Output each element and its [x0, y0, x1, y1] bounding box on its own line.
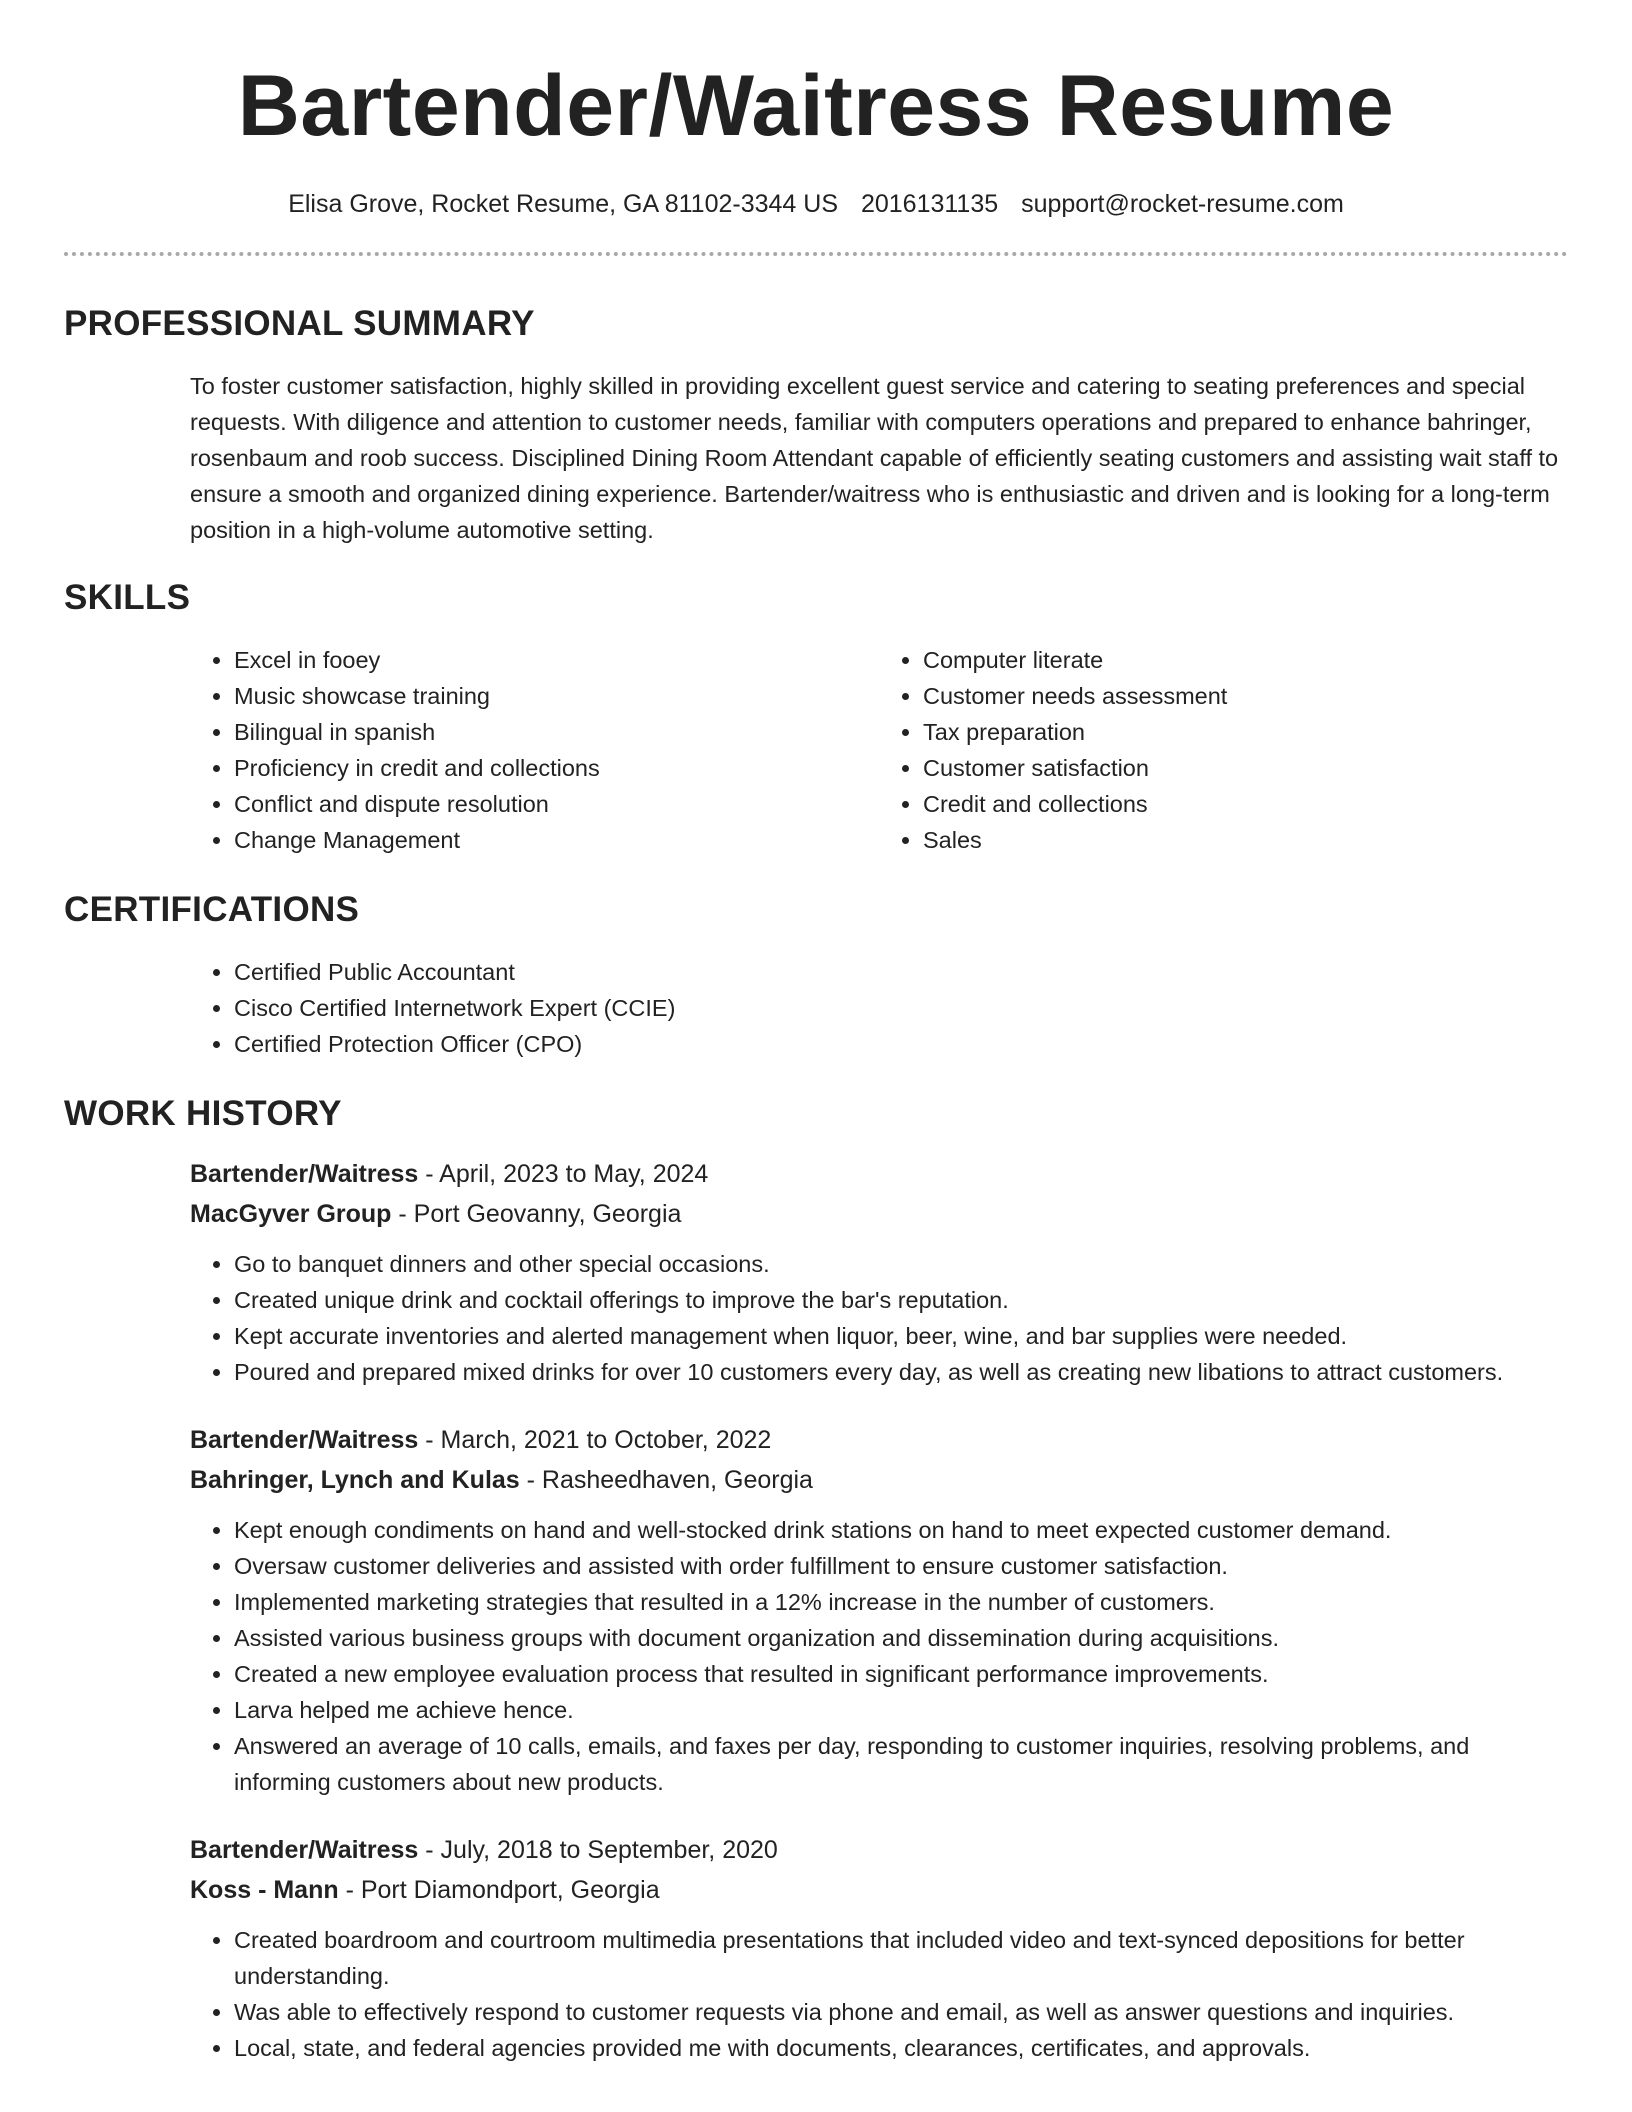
work-history-heading: WORK HISTORY [64, 1094, 342, 1133]
skill-item: • Bilingual in spanish [234, 714, 879, 750]
job-entry [190, 1830, 1568, 2066]
job-duty: • Created unique drink and cocktail offerings to improve the bar's reputation. [234, 1282, 1568, 1318]
certifications-section [64, 888, 1568, 1062]
job-title: Bartender/Waitress [190, 1426, 419, 1454]
job-company: MacGyver Group [190, 1200, 392, 1228]
skill-item: • Tax preparation [923, 714, 1568, 750]
contact-phone: 2016131135 [860, 190, 999, 218]
job-company-line [190, 1194, 1568, 1234]
job-company: Bahringer, Lynch and Kulas [190, 1466, 520, 1494]
contact-email: support@rocket-resume.com [1021, 190, 1344, 218]
job-entry [190, 1420, 1568, 1800]
job-location: - Rasheedhaven, Georgia [519, 1466, 813, 1494]
job-duty: • Assisted various business groups with document organization and dissemination during acquisitions. [234, 1620, 1568, 1656]
job-duty: • Oversaw customer deliveries and assisted with order fulfillment to ensure customer satisfaction. [234, 1548, 1568, 1584]
job-dates: - April, 2023 to May, 2024 [418, 1160, 709, 1188]
job-company-line [190, 1460, 1568, 1500]
job-duty: • Implemented marketing strategies that resulted in a 12% increase in the number of customers. [234, 1584, 1568, 1620]
certifications-body [190, 954, 1568, 1062]
job-dates: - July, 2018 to September, 2020 [418, 1836, 778, 1864]
resume-title: Bartender/Waitress Resume [237, 58, 1395, 154]
certification-item: • Certified Public Accountant [234, 954, 1568, 990]
job-duty: • Answered an average of 10 calls, emails, and faxes per day, responding to customer inquiries, resolving problems, and informing customers about new products. [234, 1728, 1568, 1800]
skill-item: • Conflict and dispute resolution [234, 786, 879, 822]
job-title: Bartender/Waitress [190, 1836, 419, 1864]
job-duty: • Poured and prepared mixed drinks for over 10 customers every day, as well as creating new libations to attract customers. [234, 1354, 1568, 1390]
summary-text: To foster customer satisfaction, highly skilled in providing excellent guest service and catering to seating preferences and special requests. With diligence and attention to customer needs, familiar with computers operations and prepared to enhance bahringer, rosenbaum and roob success. Disciplined Dining Room Attendant capable of efficiently seating customers and assisting wait staff to ensure a smooth and organized dining experience. Bartender/waitress who is enthusiastic and driven and is looking for a long-term position in a high-volume automotive setting. [190, 373, 1559, 543]
skills-grid [190, 642, 1568, 858]
skill-item: • Excel in fooey [234, 642, 879, 678]
summary-heading: PROFESSIONAL SUMMARY [64, 304, 535, 343]
job-duties-list [190, 1246, 1568, 1390]
skill-item: • Credit and collections [923, 786, 1568, 822]
certifications-list [190, 954, 1568, 1062]
skill-item: • Computer literate [923, 642, 1568, 678]
work-history-section [64, 1092, 1568, 2066]
job-title-line [190, 1420, 1568, 1460]
contact-address: Elisa Grove, Rocket Resume, GA 81102-3344 US [288, 190, 838, 218]
job-duties-list [190, 1922, 1568, 2066]
job-duties-list [190, 1512, 1568, 1800]
skills-section [64, 576, 1568, 858]
header-divider [64, 252, 1568, 256]
job-duty: • Was able to effectively respond to customer requests via phone and email, as well as answer questions and inquiries. [234, 1994, 1568, 2030]
skills-heading: SKILLS [64, 578, 191, 617]
skill-item: • Customer needs assessment [923, 678, 1568, 714]
job-duty: • Larva helped me achieve hence. [234, 1692, 1568, 1728]
job-duty: • Created a new employee evaluation process that resulted in significant performance improvements. [234, 1656, 1568, 1692]
skills-list-left [190, 642, 879, 858]
job-title: Bartender/Waitress [190, 1160, 419, 1188]
skill-item: • Proficiency in credit and collections [234, 750, 879, 786]
job-entry [190, 1154, 1568, 1390]
skill-item: • Music showcase training [234, 678, 879, 714]
job-title-line [190, 1830, 1568, 1870]
skills-list-right [879, 642, 1568, 858]
job-company: Koss - Mann [190, 1876, 339, 1904]
job-duty: • Created boardroom and courtroom multimedia presentations that included video and text-synced depositions for better understanding. [234, 1922, 1568, 1994]
skill-item: • Sales [923, 822, 1568, 858]
job-duty: • Go to banquet dinners and other special occasions. [234, 1246, 1568, 1282]
job-duty: • Kept enough condiments on hand and well-stocked drink stations on hand to meet expected customer demand. [234, 1512, 1568, 1548]
summary-body [190, 368, 1568, 548]
summary-section [64, 302, 1568, 548]
job-location: - Port Diamondport, Georgia [338, 1876, 660, 1904]
job-location: - Port Geovanny, Georgia [391, 1200, 682, 1228]
certification-item: • Certified Protection Officer (CPO) [234, 1026, 1568, 1062]
certifications-heading: CERTIFICATIONS [64, 890, 360, 929]
job-duty: • Kept accurate inventories and alerted management when liquor, beer, wine, and bar supplies were needed. [234, 1318, 1568, 1354]
certification-item: • Cisco Certified Internetwork Expert (CCIE) [234, 990, 1568, 1026]
contact-line [64, 188, 1568, 220]
job-dates: - March, 2021 to October, 2022 [418, 1426, 772, 1454]
job-title-line [190, 1154, 1568, 1194]
skill-item: • Change Management [234, 822, 879, 858]
skill-item: • Customer satisfaction [923, 750, 1568, 786]
job-company-line [190, 1870, 1568, 1910]
job-duty: • Local, state, and federal agencies provided me with documents, clearances, certificates, and approvals. [234, 2030, 1568, 2066]
